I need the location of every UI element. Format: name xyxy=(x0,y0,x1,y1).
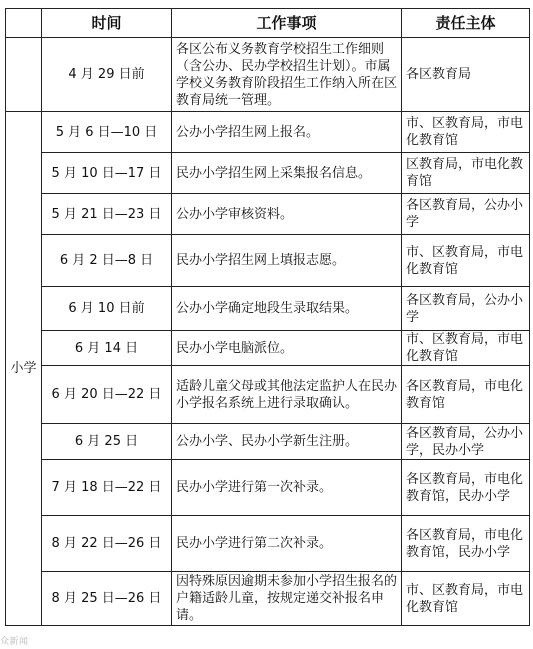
owner-cell: 各区教育局 xyxy=(402,38,530,112)
table-row xyxy=(6,366,530,424)
date-cell: 8 月 25 日—26 日 xyxy=(42,572,172,626)
header-category xyxy=(6,9,42,38)
date-cell: 6 月 20 日—22 日 xyxy=(42,366,172,424)
table-row xyxy=(6,460,530,516)
owner-cell: 市、区教育局，市电化教育馆 xyxy=(402,572,530,626)
date-cell: 5 月 21 日—23 日 xyxy=(42,194,172,235)
header-task: 工作事项 xyxy=(172,9,402,38)
date-cell: 6 月 2 日—8 日 xyxy=(42,235,172,287)
task-cell: 公办小学确定地段生录取结果。 xyxy=(172,287,402,331)
task-cell: 民办小学电脑派位。 xyxy=(172,331,402,366)
owner-cell: 各区教育局，公办小学 xyxy=(402,287,530,331)
header-row xyxy=(6,9,530,38)
table-row xyxy=(6,235,530,287)
owner-cell: 各区教育局，市电化教育馆，民办小学 xyxy=(402,516,530,572)
owner-cell: 区教育局，市电化教育馆 xyxy=(402,153,530,194)
date-cell: 4 月 29 日前 xyxy=(42,38,172,112)
table-row xyxy=(6,424,530,460)
table-row xyxy=(6,153,530,194)
table-row xyxy=(6,572,530,626)
owner-cell: 各区教育局，市电化教育馆 xyxy=(402,366,530,424)
date-cell: 7 月 18 日—22 日 xyxy=(42,460,172,516)
owner-cell: 市、区教育局，市电化教育馆 xyxy=(402,331,530,366)
task-cell: 公办小学、民办小学新生注册。 xyxy=(172,424,402,460)
owner-cell: 各区教育局，公办小学 xyxy=(402,194,530,235)
task-cell: 公办小学审核资料。 xyxy=(172,194,402,235)
table-row xyxy=(6,112,530,153)
table-row xyxy=(6,194,530,235)
header-time: 时间 xyxy=(42,9,172,38)
table-row xyxy=(6,287,530,331)
watermark-logo: 众新闻 xyxy=(0,637,29,647)
task-cell: 民办小学招生网上采集报名信息。 xyxy=(172,153,402,194)
date-cell: 8 月 22 日—26 日 xyxy=(42,516,172,572)
owner-cell: 各区教育局，市电化教育馆，民办小学 xyxy=(402,460,530,516)
task-cell: 因特殊原因逾期未参加小学招生报名的户籍适龄儿童，按规定递交补报名申请。 xyxy=(172,572,402,626)
owner-cell: 各区教育局，公办小学，民办小学 xyxy=(402,424,530,460)
task-cell: 民办小学进行第一次补录。 xyxy=(172,460,402,516)
task-cell: 公办小学招生网上报名。 xyxy=(172,112,402,153)
table-row xyxy=(6,38,530,112)
task-cell: 民办小学招生网上填报志愿。 xyxy=(172,235,402,287)
task-cell: 适龄儿童父母或其他法定监护人在民办小学报名系统上进行录取确认。 xyxy=(172,366,402,424)
category-cell: 小学 xyxy=(6,112,42,626)
intro-category-cell xyxy=(6,38,42,112)
task-cell: 各区公布义务教育学校招生工作细则（含公办、民办学校招生计划）。市属学校义务教育阶段招生工作纳入所在区教育局统一管理。 xyxy=(172,38,402,112)
task-cell: 民办小学进行第二次补录。 xyxy=(172,516,402,572)
date-cell: 5 月 10 日—17 日 xyxy=(42,153,172,194)
table-row xyxy=(6,516,530,572)
header-owner: 责任主体 xyxy=(402,9,530,38)
owner-cell: 市、区教育局，市电化教育馆 xyxy=(402,112,530,153)
owner-cell: 市、区教育局，市电化教育馆 xyxy=(402,235,530,287)
date-cell: 6 月 10 日前 xyxy=(42,287,172,331)
date-cell: 6 月 25 日 xyxy=(42,424,172,460)
date-cell: 6 月 14 日 xyxy=(42,331,172,366)
date-cell: 5 月 6 日—10 日 xyxy=(42,112,172,153)
table-row xyxy=(6,331,530,366)
schedule-table xyxy=(5,8,530,626)
